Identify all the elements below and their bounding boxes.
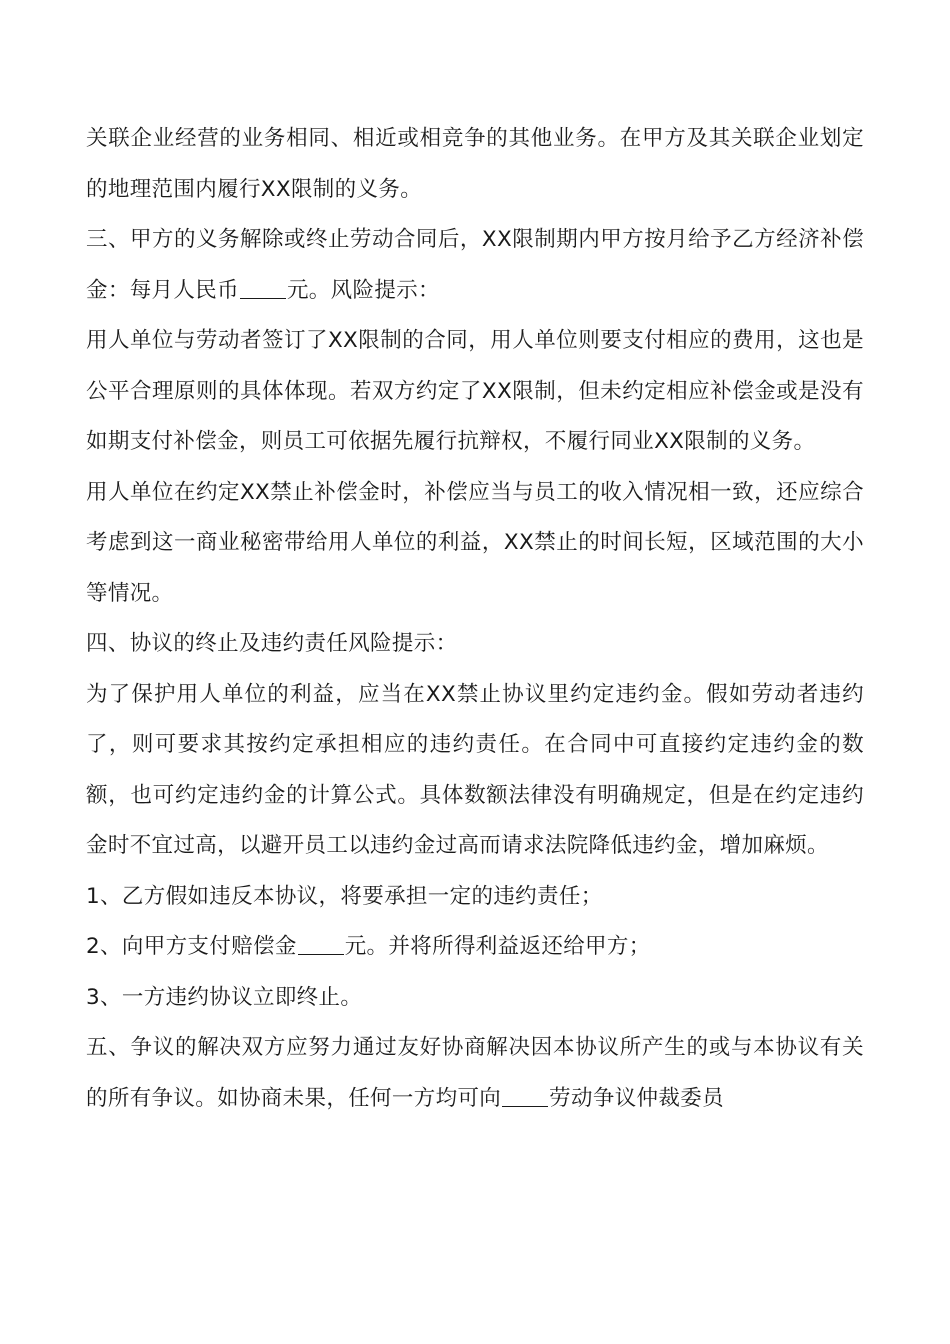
list-item-3 xyxy=(86,973,864,1024)
paragraph-text: 3、一方违约协议立即终止。 xyxy=(86,984,363,1010)
list-item-1 xyxy=(86,872,864,923)
paragraph-related-business xyxy=(86,114,864,215)
arbitration-committee-blank xyxy=(502,1086,548,1107)
paragraph-text: 用人单位在约定XX禁止补偿金时，补偿应当与员工的收入情况相一致，还应综合考虑到这一商业秘密带给用人单位的利益，XX禁止的时间长短，区域范围的大小等情况。 xyxy=(86,479,864,606)
paragraph-text: 五、争议的解决双方应努力通过友好协商解决因本协议所产生的或与本协议有关的所有争议。如协商未果，任何一方均可向 xyxy=(86,1035,864,1111)
monthly-amount-blank xyxy=(240,278,286,299)
paragraph-section-5-dispute xyxy=(86,1023,864,1124)
document-body xyxy=(86,114,864,1124)
paragraph-text: 关联企业经营的业务相同、相近或相竞争的其他业务。在甲方及其关联企业划定的地理范围内履行XX限制的义务。 xyxy=(86,126,864,202)
list-item-2 xyxy=(86,922,864,973)
paragraph-section-4-heading xyxy=(86,619,864,670)
compensation-amount-blank xyxy=(298,934,344,955)
paragraph-text: 四、协议的终止及违约责任风险提示： xyxy=(86,631,458,656)
paragraph-text: 用人单位与劳动者签订了XX限制的合同，用人单位则要支付相应的费用，这也是公平合理原则的具体体现。若双方约定了XX限制，但未约定相应补偿金或是没有如期支付补偿金，则员工可依据先履行抗辩权，不履行同业XX限制的义务。 xyxy=(86,328,864,454)
paragraph-text: 2、向甲方支付赔偿金 xyxy=(86,934,297,959)
paragraph-text: 三、甲方的义务解除或终止劳动合同后，XX限制期内甲方按月给予乙方经济补偿金：每月人民币 xyxy=(86,227,864,303)
paragraph-text: 元。并将所得利益返还给甲方； xyxy=(344,934,651,959)
paragraph-text: 元。风险提示： xyxy=(286,277,440,303)
paragraph-risk-note-contract xyxy=(86,316,864,468)
paragraph-text: 劳动争议仲裁委员 xyxy=(549,1085,724,1111)
paragraph-text: 1、乙方假如违反本协议，将要承担一定的违约责任； xyxy=(86,883,603,909)
paragraph-text: 为了保护用人单位的利益，应当在XX禁止协议里约定违约金。假如劳动者违约了，则可要求其按约定承担相应的违约责任。在合同中可直接约定违约金的数额，也可约定违约金的计算公式。具体数额法律没有明确规定，但是在约定违约金时不宜过高，以避开员工以违约金过高而请求法院降低违约金，增加麻烦。 xyxy=(86,681,864,858)
paragraph-penalty-note xyxy=(86,670,864,872)
paragraph-section-3-compensation xyxy=(86,215,864,316)
paragraph-risk-note-amount xyxy=(86,468,864,620)
